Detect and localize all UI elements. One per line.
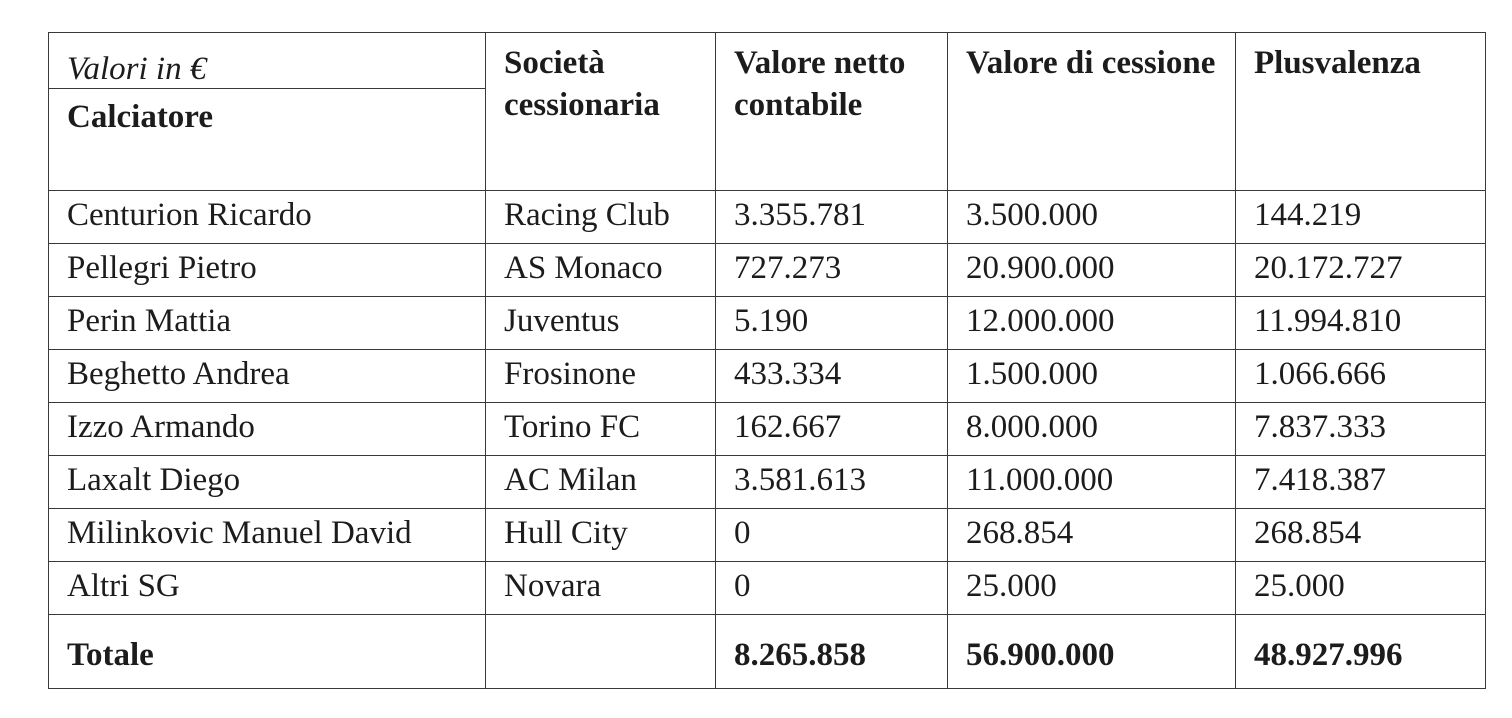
total-capital-gain: 48.927.996 — [1236, 615, 1486, 689]
header-cell-club: Società cessionaria — [486, 33, 716, 191]
cell-player: Altri SG — [49, 562, 486, 615]
cell-club: AC Milan — [486, 456, 716, 509]
cell-book-value: 433.334 — [716, 350, 948, 403]
currency-note: Valori in € — [49, 33, 485, 89]
header-cell-book-value: Valore netto contabile — [716, 33, 948, 191]
table-row — [49, 297, 1486, 350]
cell-book-value: 3.581.613 — [716, 456, 948, 509]
cell-capital-gain: 7.837.333 — [1236, 403, 1486, 456]
header-player-label: Calciatore — [67, 99, 214, 135]
player-sales-table — [48, 32, 1486, 689]
cell-book-value: 162.667 — [716, 403, 948, 456]
total-book-value: 8.265.858 — [716, 615, 948, 689]
cell-sale-value: 12.000.000 — [948, 297, 1236, 350]
cell-capital-gain: 25.000 — [1236, 562, 1486, 615]
table-row — [49, 350, 1486, 403]
header-cell-player — [49, 33, 486, 191]
cell-sale-value: 25.000 — [948, 562, 1236, 615]
cell-player: Perin Mattia — [49, 297, 486, 350]
header-cell-capital-gain: Plusvalenza — [1236, 33, 1486, 191]
cell-sale-value: 20.900.000 — [948, 244, 1236, 297]
cell-sale-value: 11.000.000 — [948, 456, 1236, 509]
total-row — [49, 615, 1486, 689]
cell-sale-value: 268.854 — [948, 509, 1236, 562]
cell-capital-gain: 11.994.810 — [1236, 297, 1486, 350]
cell-capital-gain: 144.219 — [1236, 191, 1486, 244]
cell-sale-value: 8.000.000 — [948, 403, 1236, 456]
table-row — [49, 403, 1486, 456]
cell-book-value: 727.273 — [716, 244, 948, 297]
cell-club: Novara — [486, 562, 716, 615]
cell-club: Torino FC — [486, 403, 716, 456]
cell-player: Laxalt Diego — [49, 456, 486, 509]
cell-book-value: 0 — [716, 509, 948, 562]
cell-player: Beghetto Andrea — [49, 350, 486, 403]
total-club-empty — [486, 615, 716, 689]
cell-player: Izzo Armando — [49, 403, 486, 456]
cell-club: Juventus — [486, 297, 716, 350]
cell-book-value: 3.355.781 — [716, 191, 948, 244]
table-row — [49, 562, 1486, 615]
cell-player: Pellegri Pietro — [49, 244, 486, 297]
table-row — [49, 244, 1486, 297]
cell-sale-value: 1.500.000 — [948, 350, 1236, 403]
cell-club: Racing Club — [486, 191, 716, 244]
cell-book-value: 5.190 — [716, 297, 948, 350]
cell-book-value: 0 — [716, 562, 948, 615]
total-sale-value: 56.900.000 — [948, 615, 1236, 689]
cell-capital-gain: 268.854 — [1236, 509, 1486, 562]
cell-capital-gain: 1.066.666 — [1236, 350, 1486, 403]
cell-player: Milinkovic Manuel David — [49, 509, 486, 562]
cell-capital-gain: 7.418.387 — [1236, 456, 1486, 509]
cell-club: Hull City — [486, 509, 716, 562]
cell-capital-gain: 20.172.727 — [1236, 244, 1486, 297]
header-cell-sale-value: Valore di cessione — [948, 33, 1236, 191]
table-row — [49, 191, 1486, 244]
table-row — [49, 456, 1486, 509]
cell-player: Centurion Ricardo — [49, 191, 486, 244]
header-row — [49, 33, 1486, 191]
cell-club: Frosinone — [486, 350, 716, 403]
cell-sale-value: 3.500.000 — [948, 191, 1236, 244]
table-row — [49, 509, 1486, 562]
cell-club: AS Monaco — [486, 244, 716, 297]
total-label: Totale — [49, 615, 486, 689]
